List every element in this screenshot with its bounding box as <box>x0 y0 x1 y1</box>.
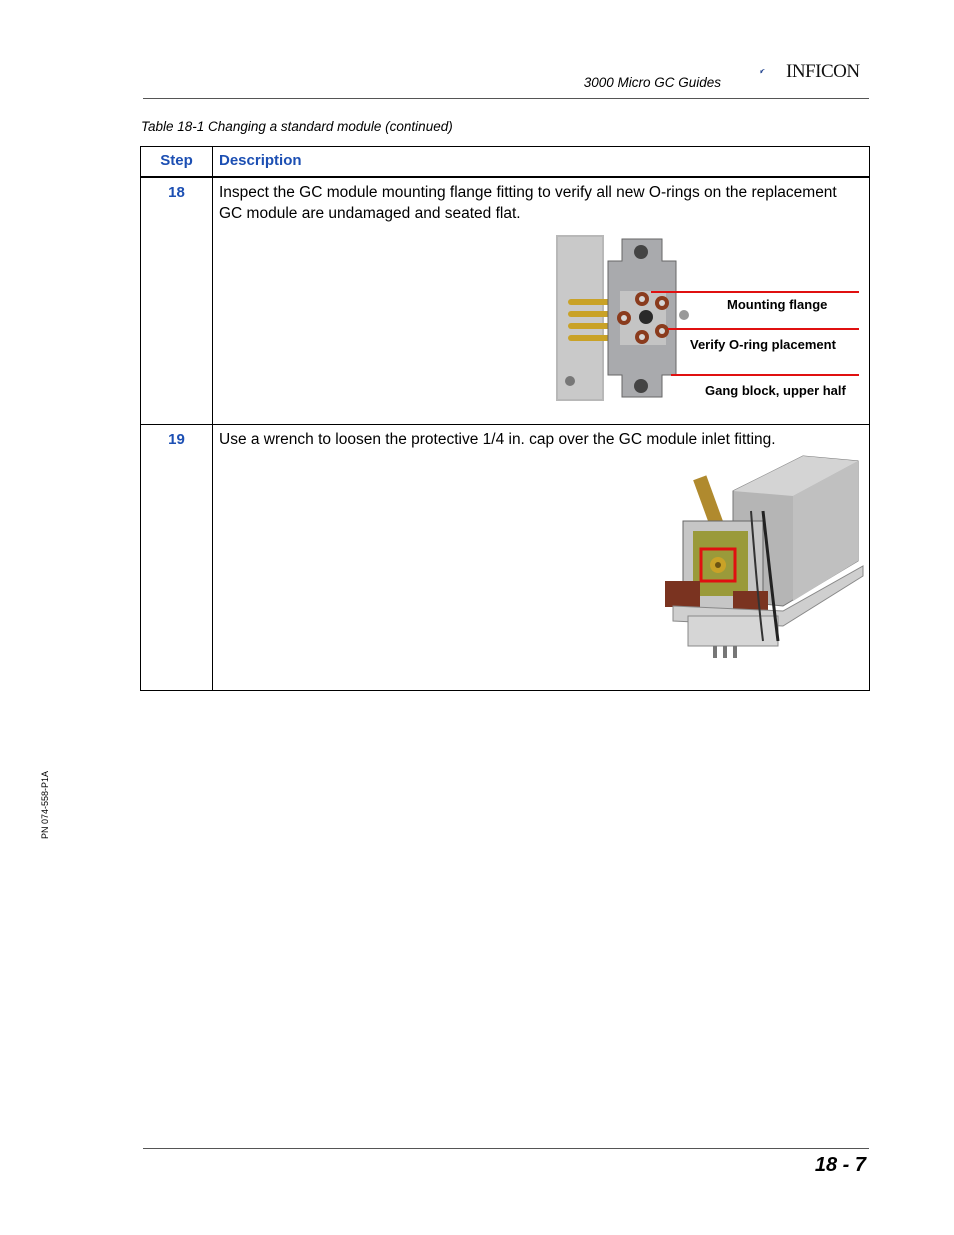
step-column-header: Step <box>141 147 213 177</box>
callout-gang-block: Gang block, upper half <box>705 383 846 398</box>
description-column-header: Description <box>213 147 870 177</box>
step-number: 19 <box>141 425 213 691</box>
callout-mounting-flange: Mounting flange <box>727 297 828 312</box>
callout-line-gang-block <box>671 374 859 376</box>
step-number: 18 <box>141 178 213 425</box>
footer-rule <box>143 1148 869 1149</box>
table-header-row <box>141 147 870 177</box>
table-row <box>141 425 870 691</box>
step-description-cell <box>213 178 870 425</box>
page-number: 18 - 7 <box>814 1154 866 1176</box>
callout-line-oring <box>668 328 859 330</box>
header-rule <box>143 98 869 99</box>
brand-name: INFICON <box>786 61 860 82</box>
gc-module-photo <box>663 451 868 676</box>
inficon-logo <box>760 58 786 84</box>
guide-title: 3000 Micro GC Guides <box>583 75 721 90</box>
part-number: PN 074-558-P1A <box>40 770 50 840</box>
step-description-cell <box>213 425 870 691</box>
mounting-flange-photo <box>556 233 691 403</box>
step-description: Use a wrench to loosen the protective 1/4 in. cap over the GC module inlet fitting. <box>219 431 776 448</box>
table-row <box>141 178 870 425</box>
steps-table <box>140 146 870 691</box>
callout-line-mounting-flange <box>651 291 859 293</box>
step-description: Inspect the GC module mounting flange fitting to verify all new O-rings on the replacement GC module are undamaged and seated flat. <box>219 184 837 222</box>
table-caption: Table 18-1 Changing a standard module (continued) <box>141 119 453 134</box>
callout-oring-placement: Verify O-ring placement <box>690 337 836 352</box>
